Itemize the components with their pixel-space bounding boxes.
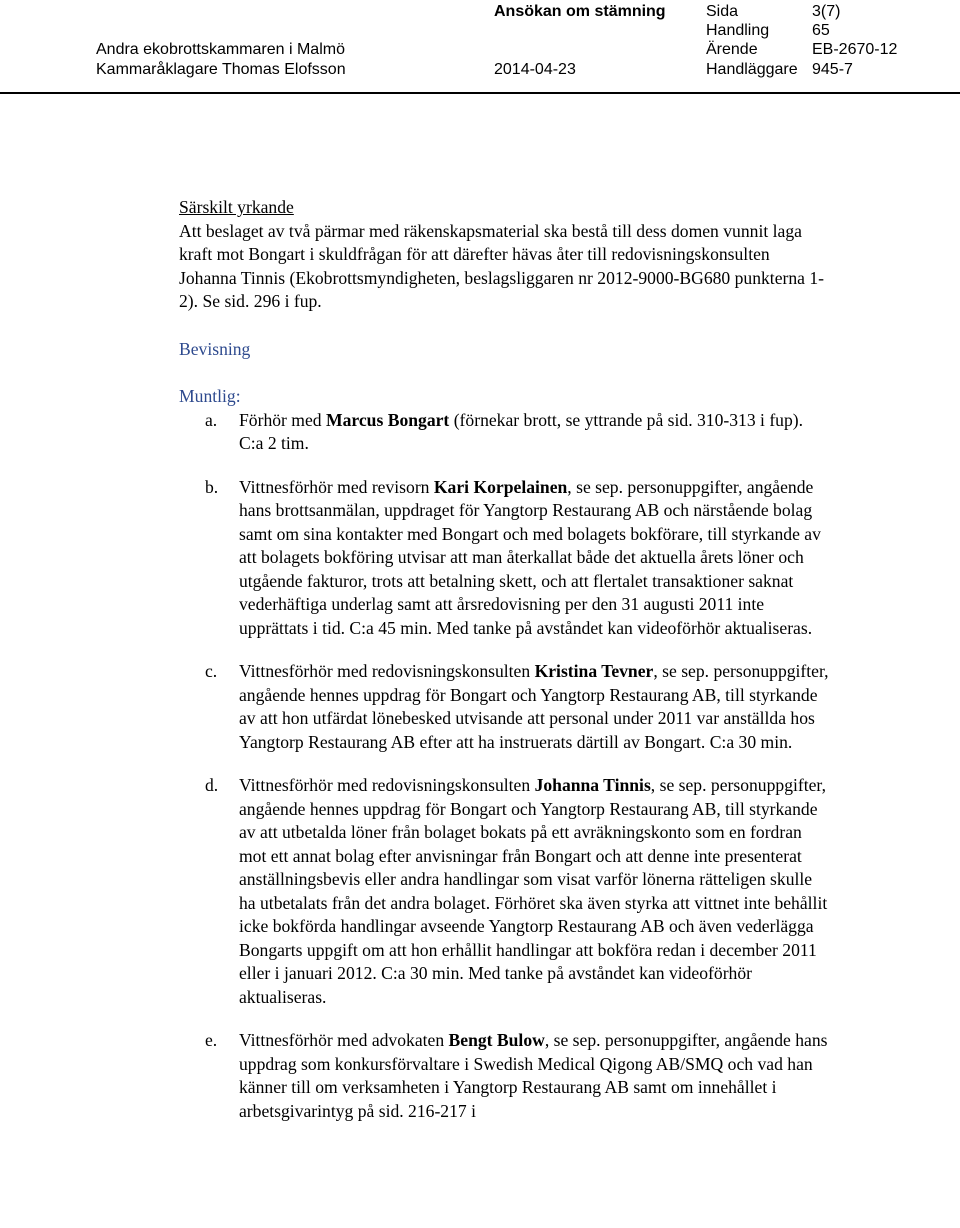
item-text-post: (förnekar brott, se yttrande på sid. 310-313 i fup). C:a 2 tim. [239, 409, 804, 453]
arende-label: Ärende [706, 41, 758, 58]
item-text-pre: Förhör med [239, 409, 326, 430]
witness-name: Kari Korpelainen [433, 476, 568, 497]
document-body [179, 196, 829, 1123]
evidence-item-d [179, 774, 829, 1009]
evidence-item-e [179, 1029, 829, 1123]
special-claim-heading: Särskilt yrkande [179, 197, 294, 217]
authority-name: Andra ekobrottskammaren i Malmö [96, 41, 345, 58]
item-text-pre: Vittnesförhör med redovisningskonsulten [239, 661, 535, 681]
handlaggare-value: 945-7 [812, 61, 853, 78]
evidence-heading: Bevisning [179, 338, 251, 359]
witness-name: Marcus Bongart [325, 409, 450, 430]
handling-label: Handling [706, 22, 770, 39]
item-letter: d. [205, 775, 219, 795]
item-letter: e. [205, 1030, 218, 1050]
sida-value: 3(7) [812, 3, 841, 20]
witness-name: Bengt Bulow [448, 1030, 545, 1050]
header-rule [0, 92, 960, 94]
author-name: Kammaråklagare Thomas Elofsson [96, 61, 346, 78]
item-text-post: , se sep. personuppgifter, angående hans brottsanmälan, uppdraget för Yangtorp Restaurang AB och närstående bolag samt om sina kontakter med Bongart och med bolagets bokförare, till styrkande av att bolagets bokföring utvisar att man återkallat både det aktuella årets löner och utgående fakturor, trots att betalning skett, och att flertalet transaktioner saknat vederhäftiga underlag samt att årsredovisning per den 31 augusti 2011 inte upprättats i tid. C:a 45 min. Med tanke på avståndet kan videoförhör aktualiseras. [239, 476, 821, 638]
item-text-pre: Vittnesförhör med revisorn [239, 476, 434, 497]
item-letter: a. [205, 409, 218, 430]
document-date: 2014-04-23 [494, 61, 576, 78]
item-letter: b. [205, 476, 219, 497]
evidence-item-a [179, 409, 829, 456]
evidence-item-b [179, 476, 829, 641]
arende-value: EB-2670-12 [812, 41, 898, 58]
document-header [0, 0, 960, 96]
item-letter: c. [205, 661, 218, 681]
item-text-pre: Vittnesförhör med redovisningskonsulten [239, 775, 535, 795]
handlaggare-label: Handläggare [706, 61, 798, 78]
item-text-post: , se sep. personuppgifter, angående hennes uppdrag för Bongart och Yangtorp Restaurang AB, till styrkande av att hon utfärdat lönebesked utvisande att personal under 2011 var anställda hos Yangtorp Restaurang AB efter att ha instruerats därtill av Bongart. C:a 30 min. [239, 661, 829, 752]
document-title: Ansökan om stämning [494, 3, 666, 20]
sida-label: Sida [706, 3, 739, 20]
special-claim-text: Att beslaget av två pärmar med räkenskapsmaterial ska bestå till dess domen vunnit laga kraft mot Bongart i skuldfrågan för att därefter hävas åter till redovisningskonsulten Johanna Tinnis (Ekobrottsmyndigheten, beslagsliggaren nr 2012-9000-BG680 punkterna 1-2). Se sid. 296 i fup. [179, 220, 825, 311]
item-text-post: , se sep. personuppgifter, angående hennes uppdrag för Bongart och Yangtorp Restaurang AB, till styrkande av att utbetalda löner från bolaget bokats på ett avräkningskonto som en fordran mot ett annat bolag efter anvisningar från Bongart och att denne inte presenterat anställningsbevis eller andra handlingar som visat varför lönerna rätteligen skulle ha utbetalats från det andra bolaget. Förhöret ska även styrka att vittnet inte behållit icke bokförda handlingar avseende Yangtorp Restaurang AB och även vederlägga Bongarts uppgift om att hon erhållit handlingar att bokföra redan i december 2011 eller i januari 2012. C:a 30 min. Med tanke på avståndet kan videoförhör aktualiseras. [239, 775, 828, 1007]
witness-name: Johanna Tinnis [534, 775, 651, 795]
handling-value: 65 [812, 22, 830, 39]
item-text-post: , se sep. personuppgifter, angående hans uppdrag som konkursförvaltare i Swedish Medical Qigong AB/SMQ och vad han känner till om verksamheten i Yangtorp Restaurang AB samt om innehållet i arbetsgivarintyg på sid. 216-217 i [239, 1030, 828, 1121]
evidence-item-c [179, 660, 829, 754]
item-text-pre: Vittnesförhör med advokaten [239, 1030, 449, 1050]
witness-name: Kristina Tevner [534, 661, 654, 681]
oral-evidence-subheading: Muntlig: [179, 386, 241, 406]
